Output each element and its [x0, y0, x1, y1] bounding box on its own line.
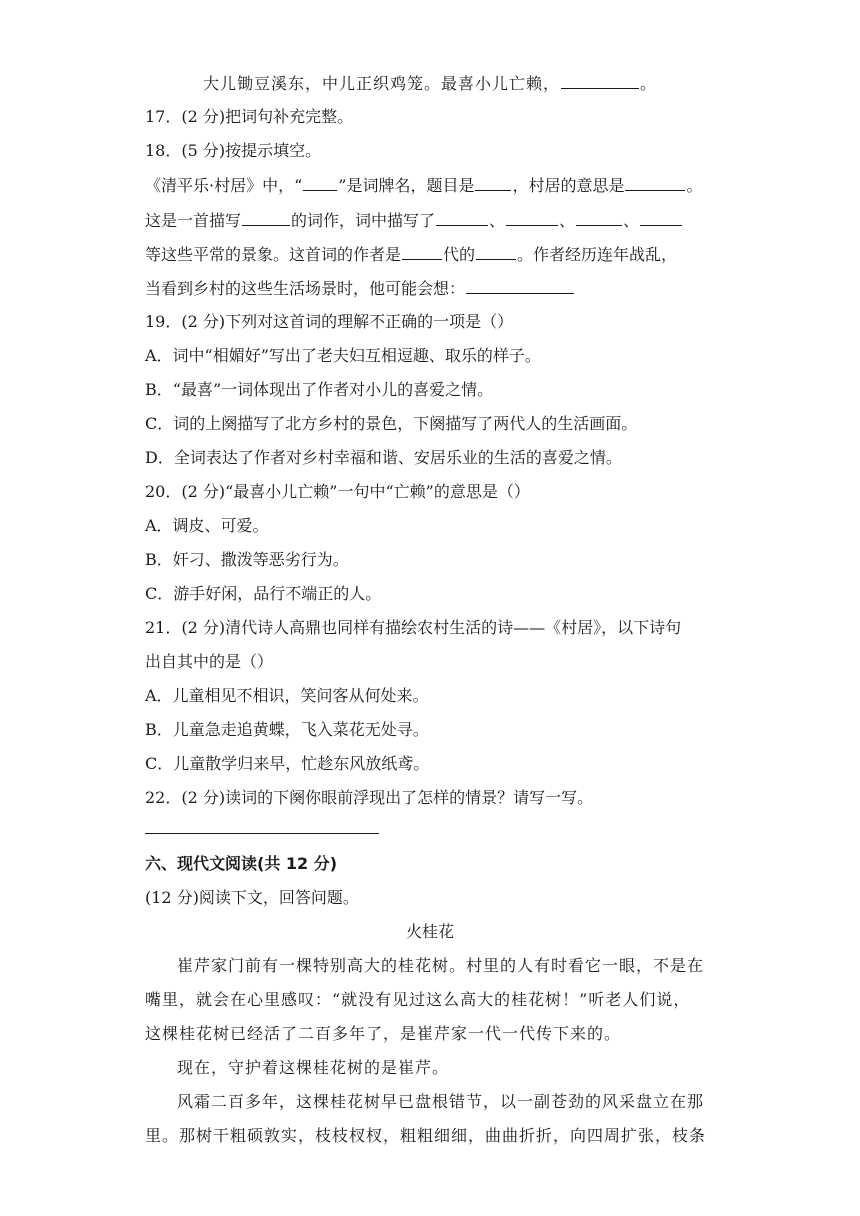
question-22: 22．(2 分)读词的下阕你眼前浮现出了怎样的情景？请写一写。: [145, 788, 594, 807]
question-20-option-a[interactable]: A．调皮、可爱。: [145, 516, 269, 535]
answer-blank[interactable]: [476, 243, 516, 260]
answer-blank[interactable]: [625, 174, 685, 191]
question-20-title: 20．(2 分)“最喜小儿亡赖”一句中“亡赖”的意思是（）: [145, 482, 530, 501]
question-21-option-b[interactable]: B．儿童急走追黄蝶，飞入菜花无处寻。: [145, 720, 429, 739]
story-paragraph-3-line-2: 里。那树干粗硕敦实，枝枝杈杈，粗粗细细，曲曲折折，向四周扩张，枝条: [145, 1126, 707, 1145]
question-20-option-b[interactable]: B．奸刁、撒泼等恶劣行为。: [145, 550, 349, 569]
answer-blank[interactable]: [466, 277, 574, 294]
question-21-title-line-1: 21．(2 分)清代诗人高鼎也同样有描绘农村生活的诗——《村居》，以下诗句: [145, 618, 682, 637]
answer-line[interactable]: [145, 833, 379, 834]
answer-blank[interactable]: [640, 209, 682, 226]
question-18-line-1: 《清平乐·村居》中，“ ”是词牌名，题目是 ，村居的意思是 。: [145, 176, 703, 195]
question-19-option-a[interactable]: A．词中“相媚好”写出了老夫妇互相逗趣、取乐的样子。: [145, 346, 541, 365]
question-21-option-a[interactable]: A．儿童相见不相识，笑问客从何处来。: [145, 686, 429, 705]
answer-blank[interactable]: [402, 243, 442, 260]
question-20-option-c[interactable]: C．游手好闲，品行不端正的人。: [145, 584, 382, 603]
answer-blank[interactable]: [242, 209, 290, 226]
question-18-line-3: 等这些平常的景象。这首词的作者是 代的 。作者经历连年战乱，: [145, 245, 678, 264]
question-18-line-2: 这是一首描写 的词作，词中描写了 、 、 、: [145, 209, 720, 232]
story-paragraph-1-line-2: 嘴里，就会在心里感叹：“就没有见过这么高大的桂花树！”听老人们说，: [145, 990, 691, 1009]
answer-blank[interactable]: [506, 209, 558, 226]
question-19-option-d[interactable]: D．全词表达了作者对乡村幸福和谐、安居乐业的生活的喜爱之情。: [145, 448, 622, 467]
answer-blank[interactable]: [561, 72, 639, 89]
story-paragraph-1-line-3: 这棵桂花树已经活了二百多年了，是崔芹家一代一代传下来的。: [145, 1024, 622, 1043]
question-19-option-b[interactable]: B．“最喜”一词体现出了作者对小儿的喜爱之情。: [145, 380, 494, 399]
question-18-line-4: 当看到乡村的这些生活场景时，他可能会想：: [145, 277, 720, 300]
answer-blank[interactable]: [576, 209, 622, 226]
answer-blank[interactable]: [436, 209, 488, 226]
story-paragraph-2: 现在，守护着这棵桂花树的是崔芹。: [177, 1058, 450, 1077]
question-17: 17．(2 分)把词句补充完整。: [145, 107, 354, 126]
poem-line: 大儿锄豆溪东，中儿正织鸡笼。最喜小儿亡赖， 。: [203, 74, 658, 93]
section-6-intro: (12 分)阅读下文，回答问题。: [145, 888, 359, 907]
question-19-option-c[interactable]: C．词的上阕描写了北方乡村的景色，下阕描写了两代人的生活画面。: [145, 414, 638, 433]
answer-blank[interactable]: [303, 174, 337, 191]
story-paragraph-1-line-1: 崔芹家门前有一棵特别高大的桂花树。村里的人有时看它一眼，不是在: [177, 956, 705, 975]
story-paragraph-3-line-1: 风霜二百多年，这棵桂花树早已盘根错节，以一副苍劲的风采盘立在那: [177, 1092, 705, 1111]
question-21-title-line-2: 出自其中的是（）: [145, 652, 274, 671]
question-21-option-c[interactable]: C．儿童散学归来早，忙趁东风放纸鸢。: [145, 754, 430, 773]
question-18-title: 18．(5 分)按提示填空。: [145, 141, 322, 160]
story-title: 火桂花: [405, 922, 454, 941]
question-19-title: 19．(2 分)下列对这首词的理解不正确的一项是（）: [145, 312, 514, 331]
section-6-heading: 六、现代文阅读(共 12 分): [145, 854, 338, 873]
answer-blank[interactable]: [475, 174, 511, 191]
